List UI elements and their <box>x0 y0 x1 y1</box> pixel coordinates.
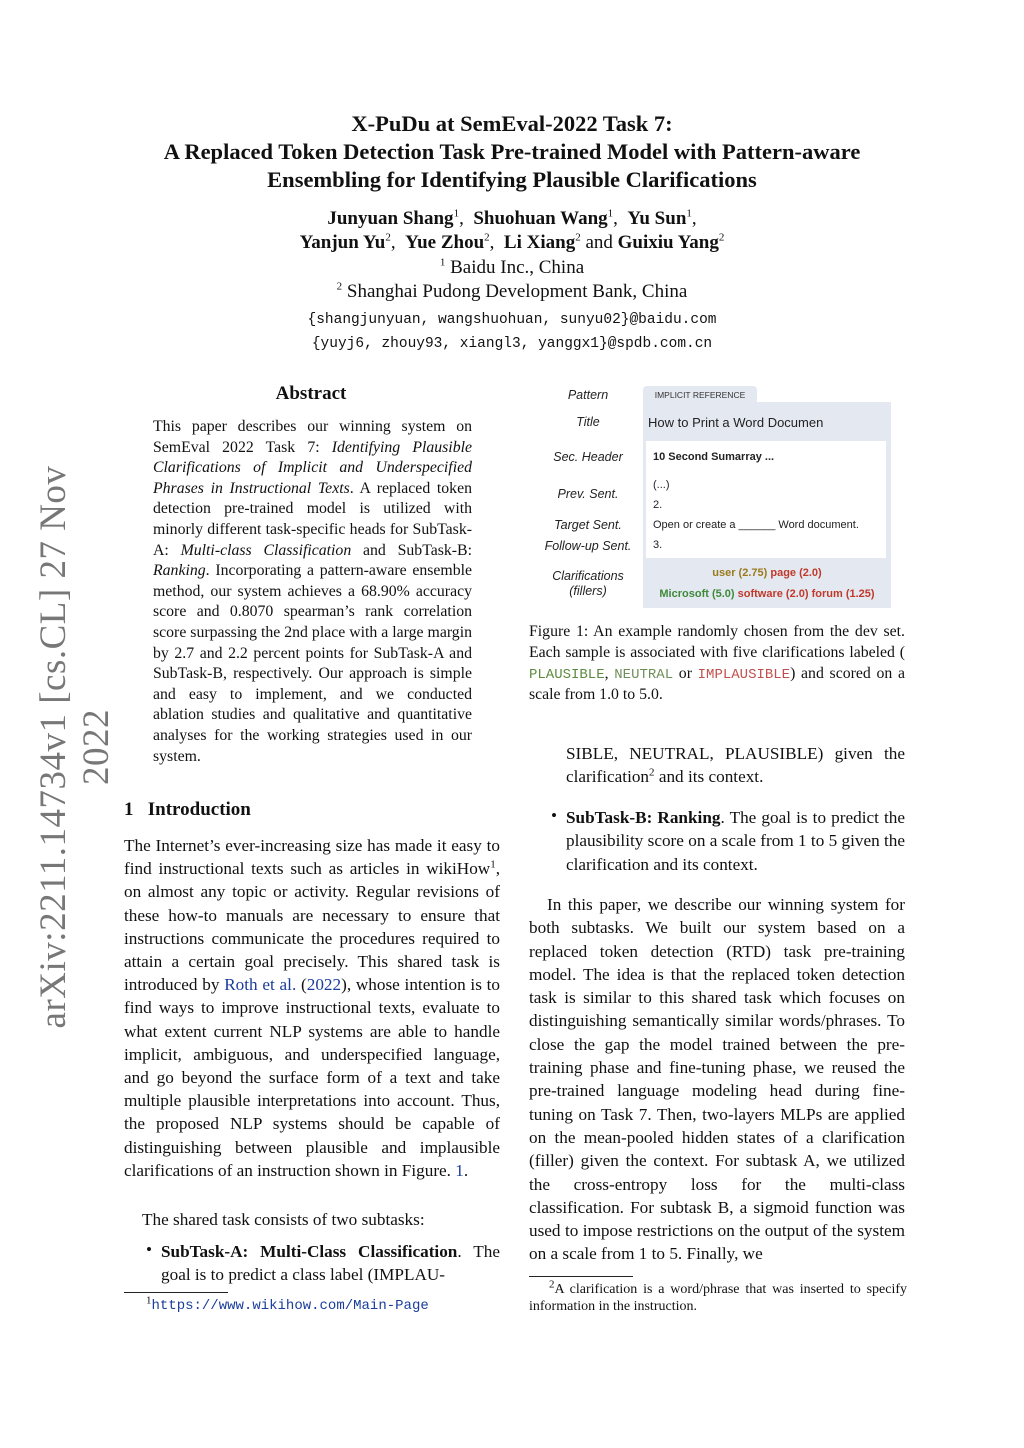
abstract-text: and SubTask-B: <box>351 541 472 559</box>
author-name: Shuohuan Wang <box>473 208 608 229</box>
target-blank: ______ <box>738 519 776 531</box>
section-heading <box>124 799 251 821</box>
author-name: Yanjun Yu <box>299 232 386 253</box>
cite-paren: ) <box>341 975 347 995</box>
prev-value-1: (...) <box>653 479 670 491</box>
target-text: Word document. <box>775 519 859 531</box>
citation-year-link[interactable]: 2022 <box>306 975 342 995</box>
caption-neutral: NEUTRAL <box>614 666 674 683</box>
bullet-subtask-a <box>161 1240 500 1286</box>
label-title: Title <box>576 415 600 429</box>
bullet-text: . The goal is to predict a class label (IMPLAU- <box>161 1242 500 1285</box>
and-text: and <box>585 232 613 253</box>
author-sup: 1 <box>607 207 614 220</box>
cite-paren: ( <box>296 975 307 995</box>
bullet-text: SIBLE, NEUTRAL, PLAUSIBLE) given the clarification <box>566 744 905 787</box>
author-name: Li Xiang <box>503 232 576 253</box>
aff-sup: 1 <box>439 256 446 269</box>
footnote-rule <box>124 1292 228 1293</box>
filler-row-1 <box>643 567 891 579</box>
author-sup: 2 <box>484 231 490 244</box>
title-line-3: Ensembling for Identifying Plausible Clarifications <box>267 167 757 192</box>
followup-value: 3. <box>653 539 663 551</box>
title-value: How to Print a Word Documen <box>648 415 824 430</box>
label-prev-sent: Prev. Sent. <box>557 487 619 501</box>
abstract-italic: Identifying Plausible Clarifications of Implicit and Underspecified Phrases in Instructional Texts <box>153 438 472 497</box>
bullet-subtask-a-continued <box>566 742 905 789</box>
bullet-label: SubTask-A: Multi-Class Classification <box>161 1242 458 1261</box>
aff-sup: 2 <box>336 280 343 293</box>
caption-plausible: PLAUSIBLE <box>529 666 605 683</box>
footnote-text: A clarification is a word/phrase that was inserted to specify information in the instruction. <box>529 1282 907 1314</box>
filler-item: Microsoft (5.0) <box>659 588 735 600</box>
figure-caption <box>529 622 905 706</box>
abstract-italic: Multi-class Classification <box>180 541 352 559</box>
abstract-text: This paper describes our winning system on SemEval 2022 Task 7: <box>153 418 472 456</box>
author-name: Yue Zhou <box>405 232 485 253</box>
affiliation-2 <box>60 280 964 304</box>
filler-item: forum (1.25) <box>811 588 875 600</box>
filler-item: user (2.75) <box>712 567 768 579</box>
intro-paragraph-2: The shared task consists of two subtasks: <box>142 1210 425 1229</box>
title-line-1: X-PuDu at SemEval-2022 Task 7: <box>351 111 673 136</box>
author-sup: 1 <box>453 207 460 220</box>
arxiv-sidebar: arXiv:2211.14734v1 [cs.CL] 27 Nov 2022 <box>33 465 117 1029</box>
caption-text: ) and scored on a scale from 1.0 to 5.0. <box>529 664 905 704</box>
label-target-sent: Target Sent. <box>554 518 622 532</box>
author-line-1: Junyuan Shang$^1$, Shuohuan Wang$^1$, Yu Sun$^1$, <box>327 207 697 229</box>
intro-text: . <box>463 1160 469 1180</box>
footnote-url-link[interactable]: https://www.wikihow.com/Main-Page <box>151 1298 429 1314</box>
bullet-label: SubTask-B: Ranking <box>566 808 721 827</box>
bullet-icon: • <box>146 1240 153 1259</box>
author-name: Yu Sun <box>627 208 687 229</box>
label-pattern: Pattern <box>567 388 609 402</box>
intro-text: The Internet’s ever-increasing size has made it easy to find instructional texts such as articles in wikiHow <box>124 836 500 879</box>
footnote-rule <box>529 1276 633 1277</box>
caption-text: , <box>604 664 615 682</box>
label-fillers: (fillers) <box>569 584 607 598</box>
author-sup: 2 <box>718 231 725 244</box>
filler-item: page (2.0) <box>770 567 822 579</box>
abstract-text: . Incorporating a pattern-aware ensemble method, our system achieves a 68.90% accuracy score and 0.8070 spearman’s rank correlation score surpassing the 2nd place with a large margin by 2.7 and 2.2 percent points for SubTask-A and SubTask-B, respectively. Our approach is simple and easy to implement, and we conducted ablation studies and qualitative and quantitative analyses for the working strategies used in our system. <box>153 562 472 765</box>
target-value <box>653 519 859 531</box>
affiliation-1 <box>60 256 964 280</box>
citation-link[interactable]: Roth et al. <box>224 975 297 995</box>
intro-text: , whose intention is to find ways to improve instructional texts, evaluate to what extent current NLP systems are able to handle implicit, ambiguous, and underspecified language, and go beyond the surface form of a text and take multiple plausible interpretations into account. Thus, the proposed NLP systems should be capable of distinguishing between plausible and implausible clarifications of an instruction shown in Figure. <box>124 975 500 1180</box>
section-number: 1 <box>124 799 134 820</box>
email-line-2: {yuyj6, zhouy93, xiangl3, yanggx1}@spdb.com.cn <box>311 336 713 352</box>
author-name: Guixiu Yang <box>617 232 719 253</box>
filler-item: software (2.0) <box>737 588 809 600</box>
caption-text: Figure 1: An example randomly chosen from the dev set. Each sample is associated with five clarifications labeled ( <box>529 623 905 661</box>
label-clarifications: Clarifications <box>552 569 624 583</box>
pattern-tab: IMPLICIT REFERENCE <box>643 386 757 404</box>
abstract-italic: Ranking <box>153 562 206 580</box>
caption-text: or <box>673 664 698 682</box>
bullet-text: . The goal is to predict the plausibility score on a scale from 1 to 5 given the clarification and its context. <box>566 808 905 874</box>
intro-paragraph-1 <box>124 834 500 1182</box>
abstract-heading: Abstract <box>275 383 347 404</box>
footnote-number: 2 <box>549 1278 555 1291</box>
author-line-2: Yanjun Yu$^2$, Yue Zhou$^2$, Li Xiang$^2$ and Guixiu Yang$^2$ <box>299 231 725 253</box>
affiliation-text: Shanghai Pudong Development Bank, China <box>346 281 688 302</box>
author-sup: 2 <box>575 231 581 244</box>
label-sec-header: Sec. Header <box>553 450 623 464</box>
footnote-2 <box>529 1278 907 1315</box>
abstract-body <box>153 417 472 767</box>
section-title: Introduction <box>147 799 251 820</box>
prev-value-2: 2. <box>653 499 663 511</box>
footnote-ref[interactable]: 1 <box>490 858 496 871</box>
intro-text: , on almost any topic or activity. Regular revisions of these how-to manuals are necessary to ensure that instructions communicate the procedures required to attain a certain goal precisely. This shared task is introduced by <box>124 859 500 995</box>
label-followup-sent: Follow-up Sent. <box>544 539 632 553</box>
author-sup: 2 <box>385 231 391 244</box>
caption-implausible: IMPLAUSIBLE <box>697 666 791 683</box>
author-sup: 1 <box>686 207 692 220</box>
target-text: Open or create a <box>653 519 739 531</box>
footnote-number: 1 <box>146 1294 152 1307</box>
affiliation-text: Baidu Inc., China <box>450 257 585 278</box>
intro-paragraph-3: In this paper, we describe our winning system for both subtasks. We built our system based on a replaced token detection (RTD) task pre-training model. The idea is that the replaced token detection task is similar to this shared task which focuses on distinguishing semantically similar words/phrases. To close the gap the model trained between the pre-training phase and fine-tuning phase, we reused the pre-trained language modeling head during fine-tuning on Task 7. Then, two-layers MLPs are applied on the mean-pooled hidden states of a clarification (filler) given the context. For subtask A, we utilized the cross-entropy loss for the multi-class classification. For subtask B, a sigmoid function was used to impose restrictions on the output of the system on a scale from 1 to 5. Finally, we <box>529 895 905 1264</box>
sec-header-value: 10 Second Sumarray ... <box>653 451 775 463</box>
footnote-1 <box>146 1294 429 1315</box>
abstract-text: . A replaced token detection pre-trained model is utilized with minorly different task-specific heads for SubTask-A: <box>153 479 472 559</box>
author-name: Junyuan Shang <box>327 208 454 229</box>
bullet-icon: • <box>551 806 558 825</box>
email-line-1: {shangjunyuan, wangshuohuan, sunyu02}@baidu.com <box>307 312 717 328</box>
figure-ref-link[interactable]: 1 <box>455 1160 464 1180</box>
paper-title <box>60 110 964 194</box>
bullet-text: and its context. <box>654 767 764 787</box>
title-line-2: A Replaced Token Detection Task Pre-trained Model with Pattern-aware <box>163 139 861 164</box>
bullet-subtask-b <box>566 806 905 876</box>
footnote-ref[interactable]: 2 <box>649 766 655 779</box>
figure-1 <box>530 384 900 608</box>
filler-row-2 <box>643 588 891 600</box>
